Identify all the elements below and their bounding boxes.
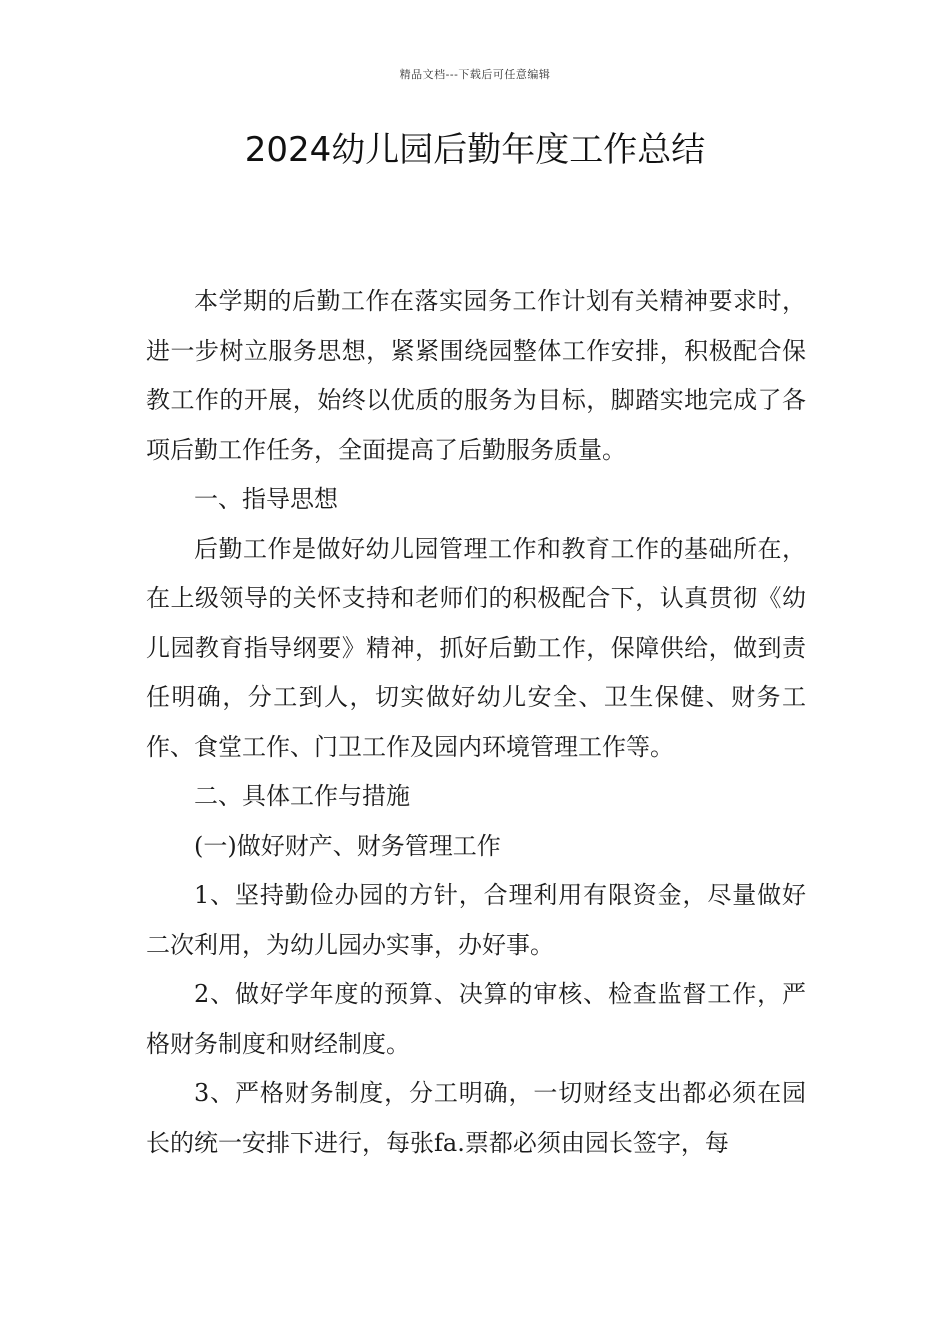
- header-note: 精品文档---下载后可任意编辑: [399, 68, 551, 81]
- document-body: [146, 277, 806, 1168]
- subsection-heading-finance: (一)做好财产、财务管理工作: [194, 831, 501, 860]
- list-item-3: 3、严格财务制度，分工明确，一切财经支出都必须在园长的统一安排下进行，每张fa.票都必须由园长签字，每: [146, 1079, 806, 1157]
- list-item-1: 1、坚持勤俭办园的方针，合理利用有限资金，尽量做好二次利用，为幼儿园办实事，办好事。: [146, 881, 806, 959]
- section-heading-specific-work: 二、具体工作与措施: [194, 782, 410, 810]
- section-heading-guiding-ideology: 一、指导思想: [194, 485, 338, 513]
- list-item-2: 2、做好学年度的预算、决算的审核、检查监督工作，严格财务制度和财经制度。: [146, 980, 806, 1058]
- paragraph-intro: 本学期的后勤工作在落实园务工作计划有关精神要求时，进一步树立服务思想，紧紧围绕园整体工作安排，积极配合保教工作的开展，始终以优质的服务为目标，脚踏实地完成了各项后勤工作任务，全面提高了后勤服务质量。: [146, 287, 806, 464]
- document-title: 2024幼儿园后勤年度工作总结: [244, 130, 706, 170]
- paragraph-guiding-ideology: 后勤工作是做好幼儿园管理工作和教育工作的基础所在，在上级领导的关怀支持和老师们的积极配合下，认真贯彻《幼儿园教育指导纲要》精神，抓好后勤工作，保障供给，做到责任明确，分工到人，切实做好幼儿安全、卫生保健、财务工作、食堂工作、门卫工作及园内环境管理工作等。: [146, 534, 806, 761]
